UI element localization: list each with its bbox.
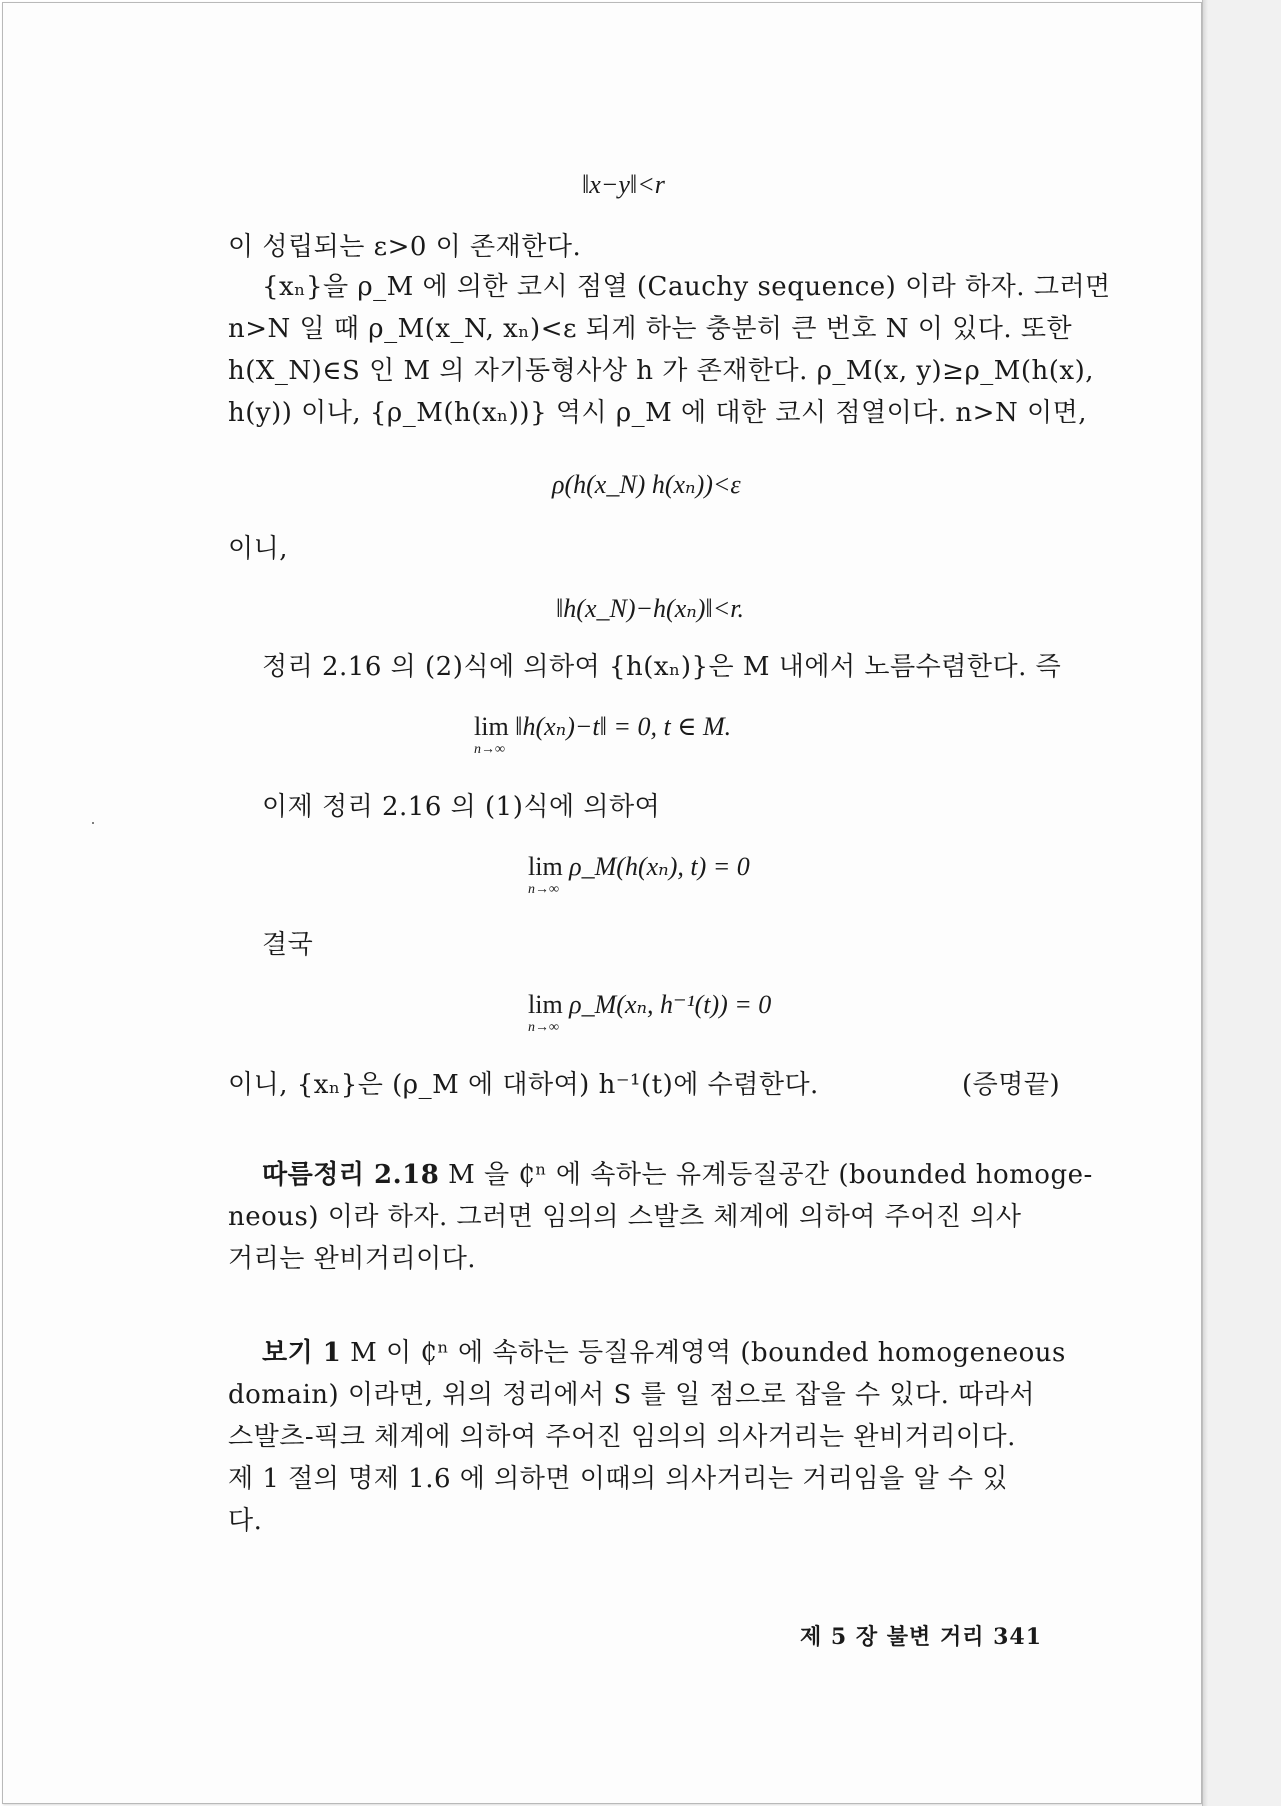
- limit-rho-hinv-expression: ρ_M(xₙ, h⁻¹(t)) = 0: [569, 990, 772, 1019]
- page-edge-shadow: [1202, 0, 1208, 1806]
- example-line-4: 제 1 절의 명제 1.6 에 의하면 이때의 의사거리는 거리임을 알 수 있: [228, 1464, 1008, 1494]
- limit-norm-expression: ‖h(xₙ)−t‖ = 0, t ∈ M.: [515, 712, 732, 741]
- lim-subscript: n→∞: [528, 1020, 559, 1035]
- text-line-1: 이 성립되는 ε>0 이 존재한다.: [228, 232, 582, 262]
- corollary-label: 따름정리 2.18: [262, 1160, 440, 1190]
- text-line-9: 결국: [262, 930, 314, 960]
- scan-speck: [92, 822, 94, 824]
- proof-end-mark: (증명끝): [962, 1070, 1061, 1100]
- example-line-1: [262, 1336, 1066, 1370]
- running-footer: 제 5 장 불변 거리 341: [800, 1624, 1043, 1650]
- equation-norm-lt-r: ‖x−y‖<r: [582, 170, 665, 199]
- corollary-line-1: [262, 1158, 1093, 1192]
- text-line-3: n>N 일 때 ρ_M(x_N, xₙ)<ε 되게 하는 충분히 큰 번호 N 이 있다. 또한: [228, 314, 1073, 344]
- equation-limit-rho-h: [528, 852, 750, 897]
- example-line-5: 다.: [228, 1506, 263, 1536]
- equation-rho-lt-epsilon: ρ(h(x_N) h(xₙ))<ε: [552, 470, 741, 499]
- corollary-line-2: neous) 이라 하자. 그러면 임의의 스발츠 체계에 의하여 주어진 의사: [228, 1202, 1022, 1232]
- lim-subscript: n→∞: [528, 882, 559, 897]
- limit-rho-h-expression: ρ_M(h(xₙ), t) = 0: [569, 852, 750, 881]
- text-line-7: 정리 2.16 의 (2)식에 의하여 {h(xₙ)}은 M 내에서 노름수렴한다. 즉: [262, 652, 1062, 682]
- lim-subscript: n→∞: [474, 742, 505, 757]
- equation-limit-norm: [474, 712, 732, 757]
- example-line-2: domain) 이라면, 위의 정리에서 S 를 일 점으로 잡을 수 있다. 따라서: [228, 1380, 1035, 1410]
- text-line-2: {xₙ}을 ρ_M 에 의한 코시 점열 (Cauchy sequence) 이라 하자. 그러면: [262, 272, 1111, 302]
- example-text-1: M 이 ₵ⁿ 에 속하는 등질유계영역 (bounded homogeneous: [341, 1338, 1066, 1368]
- lim-operator: lim: [528, 852, 563, 881]
- viewer-background: [1202, 0, 1281, 1806]
- text-line-5: h(y)) 이나, {ρ_M(h(xₙ))} 역시 ρ_M 에 대한 코시 점열이다. n>N 이면,: [228, 398, 1087, 428]
- equation-norm-h-lt-r: ‖h(x_N)−h(xₙ)‖<r.: [556, 594, 745, 623]
- corollary-text-1: M 을 ₵ⁿ 에 속하는 유계등질공간 (bounded homoge-: [439, 1160, 1093, 1190]
- text-line-4: h(X_N)∈S 인 M 의 자기동형사상 h 가 존재한다. ρ_M(x, y)≥ρ_M(h(x),: [228, 356, 1094, 386]
- lim-operator: lim: [528, 990, 563, 1019]
- text-line-10: 이니, {xₙ}은 (ρ_M 에 대하여) h⁻¹(t)에 수렴한다.: [228, 1070, 819, 1100]
- lim-operator: lim: [474, 712, 509, 741]
- corollary-line-3: 거리는 완비거리이다.: [228, 1244, 477, 1274]
- equation-limit-rho-hinv: [528, 990, 772, 1035]
- example-label: 보기 1: [262, 1338, 342, 1368]
- text-line-8: 이제 정리 2.16 의 (1)식에 의하여: [262, 792, 661, 822]
- example-line-3: 스발츠-픽크 체계에 의하여 주어진 임의의 의사거리는 완비거리이다.: [228, 1422, 1016, 1452]
- text-line-6: 이니,: [228, 534, 288, 564]
